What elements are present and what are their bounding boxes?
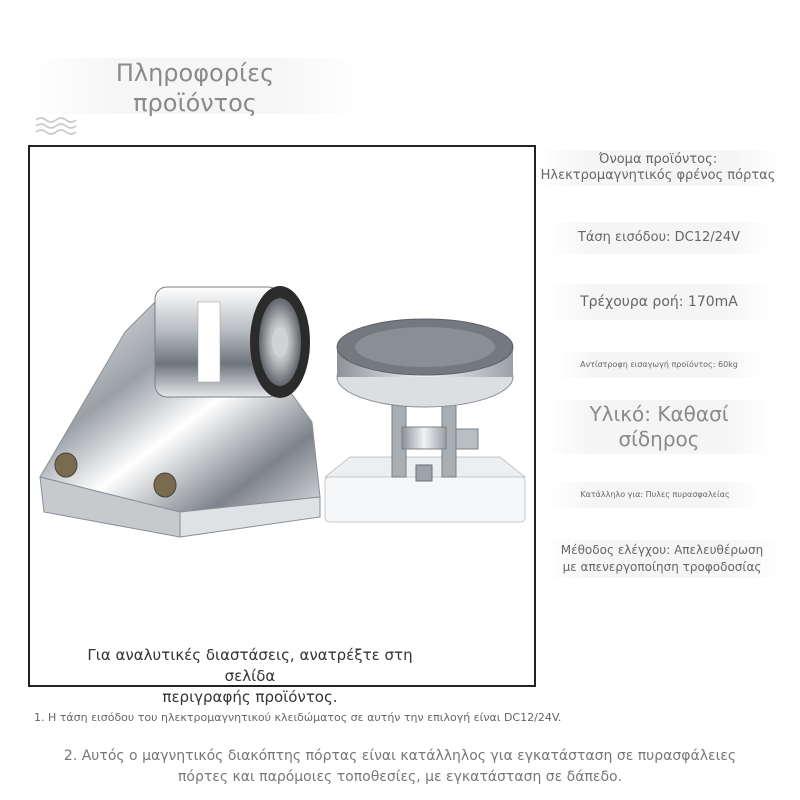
product-image-frame [28,145,536,706]
page-title-line-1: Πληροφορίες [115,59,275,87]
spec-suitable-for: Κατάλληλο για: Πυλες πυρασφαλείας [550,482,760,508]
spec-input-voltage: Τάση εισόδου: DC12/24V [548,222,770,254]
spec-product-name-value: Ηλεκτρομαγνητικός φρένος πόρτας [540,168,776,183]
electromagnetic-door-holder-photo [30,247,534,687]
note-1: 1. Η τάση εισόδου του ηλεκτρομαγνητικού κλειδώματος σε αυτήν την επιλογή είναι DC12/24V. [34,711,562,724]
wave-lines-icon [34,116,82,136]
page-title-line-2: προϊόντος [133,89,257,117]
spec-current: Τρέχουρα ροή: 170mA [548,284,770,320]
spec-control-method-line-2: με απενεργοποίηση τροφοδοσίας [562,560,762,574]
spec-product-name [538,150,778,186]
dimensions-caption [70,645,430,708]
dimensions-caption-line-1: Για αναλυτικές διαστάσεις, ανατρέξτε στη σελίδα [87,646,413,685]
spec-control-method [546,540,778,578]
spec-product-name-label: Όνομα προϊόντος: [598,152,718,167]
spec-holding-force: Αντίστροφη εισαγωγή προϊόντος: 60kg [556,352,762,378]
spec-material-line-1: Υλικό: Καθασί [589,402,729,426]
note-2-line-1: 2. Αυτός ο μαγνητικός διακόπτης πόρτας είναι κατάλληλος για εγκατάσταση σε πυρασφάλειες [63,748,737,764]
note-2 [40,746,760,788]
spec-control-method-line-1: Μέθοδος ελέγχου: Απελευθέρωση [560,543,764,557]
spec-material-line-2: σίδηρος [618,427,700,451]
page-title [30,58,360,117]
spec-material [546,400,772,454]
dimensions-caption-line-2: περιγραφής προϊόντος. [162,688,338,706]
note-2-line-2: πόρτες και παρόμοιες τοποθεσίες, με εγκατάσταση σε δάπεδο. [177,769,623,785]
